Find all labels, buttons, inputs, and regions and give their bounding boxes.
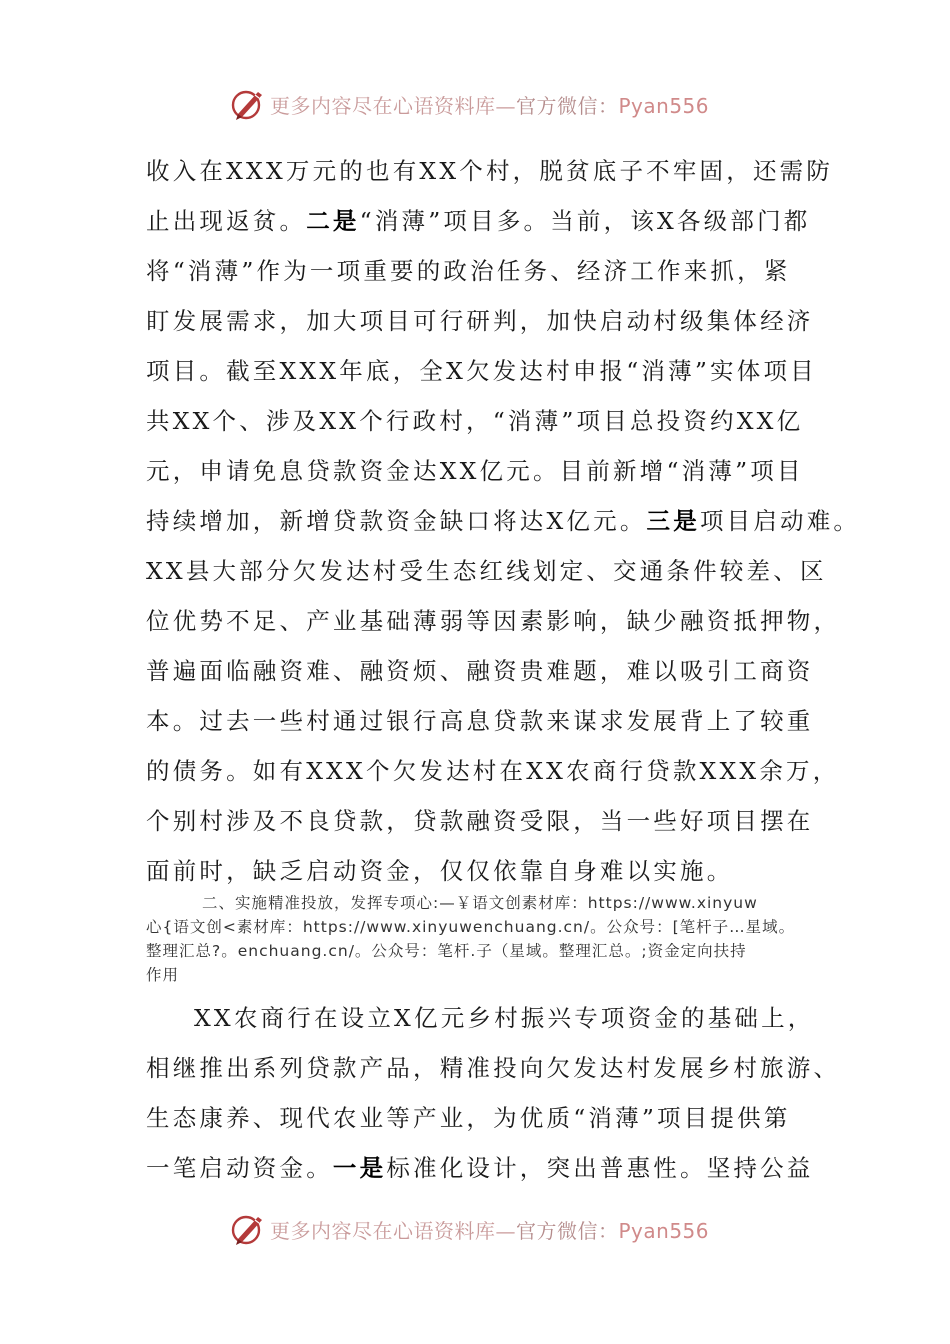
emphasis-text: 一是 xyxy=(332,1154,387,1182)
banner-text: 更多内容尽在心语资料库—官方微信：Pyan556 xyxy=(270,93,710,118)
paragraph-2 xyxy=(146,993,841,1193)
text-line: 的债务。如有XXX个欠发达村在XX农商行贷款XXX余万， xyxy=(146,757,840,785)
section-heading-note xyxy=(146,891,826,987)
text-line: 盯发展需求，加大项目可行研判，加快启动村级集体经济 xyxy=(146,307,814,335)
footer-banner xyxy=(228,1209,709,1249)
text-line: 元，申请免息贷款资金达XX亿元。目前新增“消薄”项目 xyxy=(146,457,804,485)
text-line: 相继推出系列贷款产品，精准投向欠发达村发展乡村旅游、 xyxy=(146,1054,841,1082)
text-line: 项目。截至XXX年底，全X欠发达村申报“消薄”实体项目 xyxy=(146,357,817,385)
pen-logo-icon xyxy=(228,1209,268,1249)
paragraph-1 xyxy=(146,146,861,896)
text-line: 生态康养、现代农业等产业，为优质“消薄”项目提供第 xyxy=(146,1104,791,1132)
text-line: XX县大部分欠发达村受生态红线划定、交通条件较差、区 xyxy=(146,557,827,585)
emphasis-text: 三是 xyxy=(646,507,700,535)
text-line: 位优势不足、产业基础薄弱等因素影响，缺少融资抵押物， xyxy=(146,607,841,635)
text-line: XX农商行在设立X亿元乡村振兴专项资金的基础上， xyxy=(194,1004,815,1032)
text-line: 本。过去一些村通过银行高息贷款来谋求发展背上了较重 xyxy=(146,707,814,735)
text-line: 将“消薄”作为一项重要的政治任务、经济工作来抓，紧 xyxy=(146,257,791,285)
note-line: 整理汇总?。enchuang.cn/。公众号：笔杆.子（星域。整理汇总。;资金定向扶持 xyxy=(146,942,747,960)
pen-logo-icon xyxy=(228,84,268,124)
text-line: 个别村涉及不良贷款，贷款融资受限，当一些好项目摆在 xyxy=(146,807,814,835)
header-banner xyxy=(228,84,709,124)
emphasis-text: 二是 xyxy=(306,207,360,235)
banner-text: 更多内容尽在心语资料库—官方微信：Pyan556 xyxy=(270,1218,710,1243)
note-line: 作用 xyxy=(146,966,180,984)
text-line: 共XX个、涉及XX个行政村，“消薄”项目总投资约XX亿 xyxy=(146,407,804,435)
note-line: 心{语文创<素材库：https://www.xinyuwenchuang.cn/。公众号：[笔杆子…星域。 xyxy=(146,918,796,936)
text-line: 普遍面临融资难、融资烦、融资贵难题，难以吸引工商资 xyxy=(146,657,814,685)
text-line: 一笔启动资金。一是标准化设计，突出普惠性。坚持公益 xyxy=(146,1154,814,1182)
text-line: 止出现返贫。二是“消薄”项目多。当前，该X各级部门都 xyxy=(146,207,811,235)
text-line: 面前时，缺乏启动资金，仅仅依靠自身难以实施。 xyxy=(146,857,734,885)
note-line: 二、实施精准投放，发挥专项心:—￥语文创素材库：https://www.xinyuw xyxy=(202,894,758,912)
text-line: 收入在XXX万元的也有XX个村，脱贫底子不牢固，还需防 xyxy=(146,157,834,185)
text-line: 持续增加，新增贷款资金缺口将达X亿元。三是项目启动难。 xyxy=(146,507,861,535)
